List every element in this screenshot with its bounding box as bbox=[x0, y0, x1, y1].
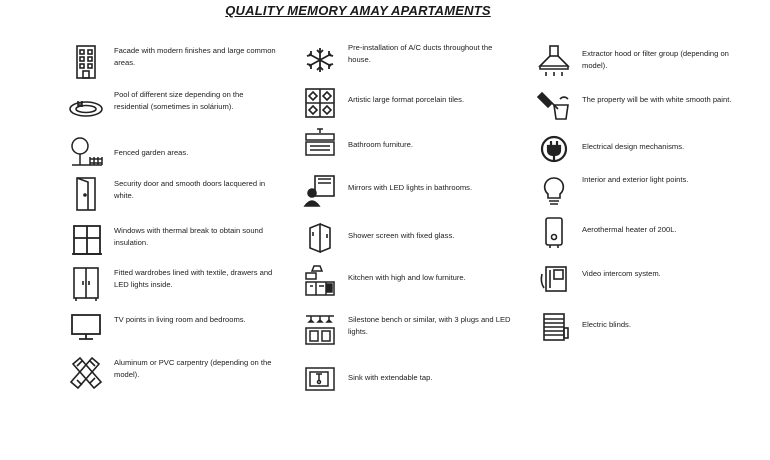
feature-label: Silestone bench or similar, with 3 plugs and LED lights. bbox=[348, 315, 511, 336]
feature-label: Shower screen with fixed glass. bbox=[348, 231, 455, 240]
water-heater-icon bbox=[536, 215, 572, 251]
feature-label: Video intercom system. bbox=[582, 269, 661, 278]
feature-item bbox=[68, 176, 298, 216]
feature-item bbox=[536, 44, 766, 84]
feature-item bbox=[302, 220, 532, 260]
feature-item bbox=[68, 311, 298, 351]
feature-item bbox=[68, 43, 298, 83]
snowflake-icon bbox=[302, 42, 338, 78]
tiles-icon bbox=[302, 87, 338, 123]
feature-label: The property will be with white smooth paint. bbox=[582, 95, 732, 104]
feature-item bbox=[68, 266, 298, 306]
feature-label: TV points in living room and bedrooms. bbox=[114, 315, 246, 324]
paint-icon bbox=[536, 87, 572, 123]
tv-icon bbox=[68, 311, 104, 347]
bathroom-furniture-icon bbox=[302, 126, 338, 162]
garden-icon bbox=[68, 135, 104, 171]
feature-item bbox=[536, 215, 766, 255]
mirror-icon bbox=[302, 173, 338, 209]
feature-label: Electrical design mechanisms. bbox=[582, 142, 685, 151]
blinds-icon bbox=[536, 310, 572, 346]
lightbulb-icon bbox=[536, 174, 572, 210]
feature-item bbox=[302, 42, 532, 82]
shower-screen-icon bbox=[302, 220, 338, 256]
feature-label: Extractor hood or filter group (depending on model). bbox=[582, 49, 729, 70]
window-icon bbox=[68, 222, 104, 258]
feature-item bbox=[302, 312, 532, 352]
bench-icon bbox=[302, 312, 338, 348]
feature-item bbox=[536, 87, 766, 127]
sink-icon bbox=[302, 362, 338, 398]
feature-label: Facade with modern finishes and large common areas. bbox=[114, 46, 276, 67]
plug-icon bbox=[536, 131, 572, 167]
feature-label: Aerothermal heater of 200L. bbox=[582, 225, 677, 234]
feature-label: Pool of different size depending on the residential (sometimes in solárium). bbox=[114, 90, 244, 111]
feature-label: Fitted wardrobes lined with textile, drawers and LED lights inside. bbox=[114, 268, 273, 289]
feature-label: Bathroom furniture. bbox=[348, 140, 413, 149]
feature-label: Electric blinds. bbox=[582, 320, 631, 329]
building-icon bbox=[68, 43, 104, 79]
feature-item bbox=[302, 87, 532, 127]
pool-icon bbox=[68, 89, 104, 125]
feature-item bbox=[302, 362, 532, 402]
feature-item bbox=[68, 355, 298, 395]
feature-label: Kitchen with high and low furniture. bbox=[348, 273, 466, 282]
feature-item bbox=[536, 264, 766, 304]
extractor-hood-icon bbox=[536, 44, 572, 80]
feature-item bbox=[536, 174, 766, 214]
feature-label: Pre-installation of A/C ducts throughout the house. bbox=[348, 43, 493, 64]
feature-label: Mirrors with LED lights in bathrooms. bbox=[348, 183, 473, 192]
carpentry-icon bbox=[68, 355, 104, 391]
kitchen-icon bbox=[302, 264, 338, 300]
feature-label: Artistic large format porcelain tiles. bbox=[348, 95, 465, 104]
feature-label: Aluminum or PVC carpentry (depending on the model). bbox=[114, 358, 272, 379]
door-icon bbox=[68, 176, 104, 212]
feature-item bbox=[68, 89, 298, 129]
feature-item bbox=[302, 264, 532, 304]
feature-item bbox=[302, 126, 532, 166]
feature-item bbox=[536, 310, 766, 350]
page-title: QUALITY MEMORY AMAY APARTAMENTS bbox=[225, 3, 491, 18]
feature-item bbox=[68, 135, 298, 175]
feature-label: Interior and exterior light points. bbox=[582, 175, 689, 184]
feature-item bbox=[68, 222, 298, 262]
feature-item bbox=[302, 173, 532, 213]
feature-label: Sink with extendable tap. bbox=[348, 373, 433, 382]
feature-label: Fenced garden areas. bbox=[114, 148, 189, 157]
wardrobe-icon bbox=[68, 266, 104, 302]
intercom-icon bbox=[536, 264, 572, 300]
feature-label: Security door and smooth doors lacquered in white. bbox=[114, 179, 266, 200]
feature-label: Windows with thermal break to obtain sound insulation. bbox=[114, 226, 263, 247]
feature-item bbox=[536, 131, 766, 171]
